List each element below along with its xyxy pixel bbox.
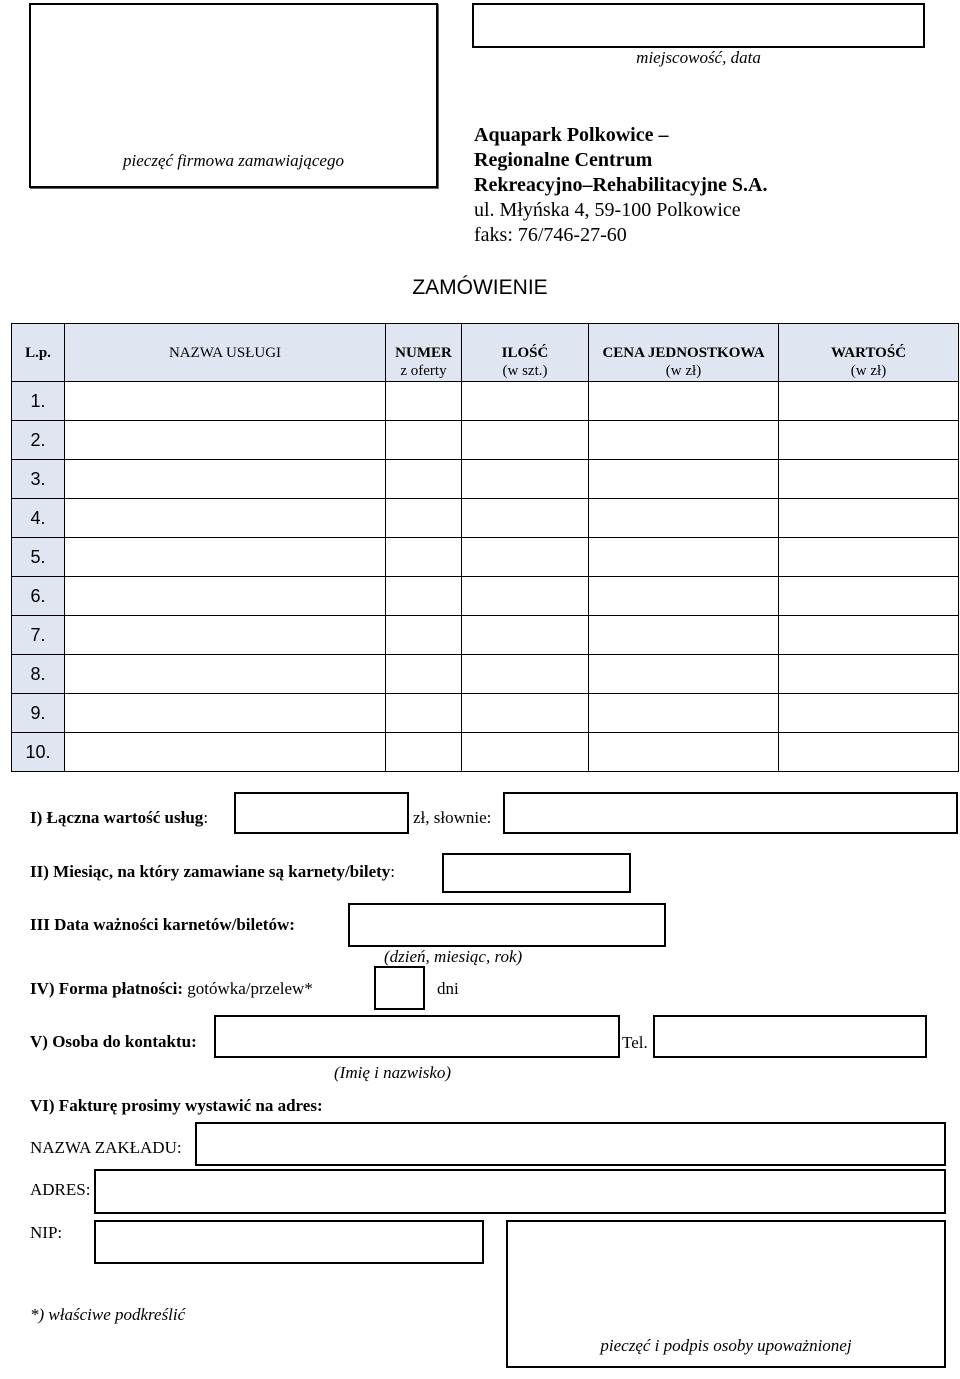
row-number: 7.: [12, 616, 65, 655]
row-number: 4.: [12, 499, 65, 538]
value-cell[interactable]: [779, 421, 959, 460]
company-stamp-label: pieczęć firmowa zamawiającego: [123, 151, 344, 170]
value-cell[interactable]: [779, 499, 959, 538]
offer-number-cell[interactable]: [386, 421, 462, 460]
nip-field[interactable]: [94, 1220, 484, 1264]
invoice-label: VI) Fakturę prosimy wystawić na adres:: [30, 1096, 323, 1115]
value-cell[interactable]: [779, 733, 959, 772]
payment-label-wrap: [30, 979, 313, 999]
value-cell[interactable]: [779, 616, 959, 655]
quantity-cell[interactable]: [462, 538, 589, 577]
contact-hint: (Imię i nazwisko): [334, 1063, 452, 1082]
validity-date-field[interactable]: [348, 903, 666, 947]
unit-price-cell[interactable]: [589, 694, 779, 733]
service-name-cell[interactable]: [65, 694, 386, 733]
payment-value: gotówka/przelew*: [187, 979, 313, 998]
offer-number-cell[interactable]: [386, 499, 462, 538]
row-number: 10.: [12, 733, 65, 772]
total-label-wrap: [30, 808, 208, 828]
validity-label: III Data ważności karnetów/biletów:: [30, 915, 295, 934]
phone-field[interactable]: [653, 1015, 927, 1058]
nip-label: NIP:: [30, 1223, 63, 1242]
month-colon: :: [390, 862, 396, 881]
validity-hint: (dzień, miesiąc, rok): [384, 947, 523, 966]
service-name-cell[interactable]: [65, 538, 386, 577]
order-table: [11, 323, 959, 772]
unit-price-cell[interactable]: [589, 577, 779, 616]
total-colon: :: [203, 808, 209, 827]
column-header-service-name: NAZWA USŁUGI: [65, 324, 386, 382]
quantity-cell[interactable]: [462, 694, 589, 733]
value-cell[interactable]: [779, 538, 959, 577]
row-number: 9.: [12, 694, 65, 733]
recipient-line-1: Aquapark Polkowice –: [474, 124, 669, 146]
total-label: I) Łączna wartość usług: [30, 808, 204, 827]
unit-price-cell[interactable]: [589, 655, 779, 694]
unit-price-cell[interactable]: [589, 616, 779, 655]
offer-number-cell[interactable]: [386, 538, 462, 577]
service-name-cell[interactable]: [65, 577, 386, 616]
offer-number-cell[interactable]: [386, 655, 462, 694]
recipient-address: [474, 123, 768, 248]
table-header-row: [12, 324, 959, 382]
service-name-cell[interactable]: [65, 460, 386, 499]
column-header-lp: L.p.: [12, 324, 65, 382]
table-row: [12, 577, 959, 616]
contact-label: V) Osoba do kontaktu:: [30, 1032, 197, 1051]
footnote: *) właściwe podkreślić: [30, 1305, 186, 1324]
table-row: [12, 499, 959, 538]
column-header-unit-price: CENA JEDNOSTKOWA (w zł): [589, 324, 779, 382]
row-number: 6.: [12, 577, 65, 616]
table-row: [12, 421, 959, 460]
table-row: [12, 616, 959, 655]
offer-number-cell[interactable]: [386, 577, 462, 616]
value-cell[interactable]: [779, 694, 959, 733]
address-label: ADRES:: [30, 1180, 91, 1199]
table-row: [12, 655, 959, 694]
unit-price-cell[interactable]: [589, 421, 779, 460]
unit-price-cell[interactable]: [589, 460, 779, 499]
row-number: 8.: [12, 655, 65, 694]
phone-label: Tel.: [622, 1033, 648, 1052]
page-title: ZAMÓWIENIE: [412, 276, 548, 299]
table-row: [12, 382, 959, 421]
service-name-cell[interactable]: [65, 382, 386, 421]
value-cell[interactable]: [779, 577, 959, 616]
quantity-cell[interactable]: [462, 499, 589, 538]
recipient-line-4: ul. Młyńska 4, 59-100 Polkowice: [474, 199, 741, 221]
unit-price-cell[interactable]: [589, 538, 779, 577]
quantity-cell[interactable]: [462, 382, 589, 421]
row-number: 2.: [12, 421, 65, 460]
service-name-cell[interactable]: [65, 499, 386, 538]
service-name-cell[interactable]: [65, 421, 386, 460]
company-name-field[interactable]: [195, 1122, 946, 1166]
total-words-label: zł, słownie:: [413, 808, 492, 827]
place-date-label: miejscowość, data: [636, 48, 761, 67]
recipient-line-5: faks: 76/746-27-60: [474, 224, 627, 246]
signature-label: pieczęć i podpis osoby upoważnionej: [600, 1336, 852, 1355]
month-label-wrap: [30, 862, 395, 882]
unit-price-cell[interactable]: [589, 382, 779, 421]
service-name-cell[interactable]: [65, 733, 386, 772]
offer-number-cell[interactable]: [386, 733, 462, 772]
column-header-offer-number: NUMER z oferty: [386, 324, 462, 382]
row-number: 5.: [12, 538, 65, 577]
offer-number-cell[interactable]: [386, 382, 462, 421]
column-header-value: WARTOŚĆ (w zł): [779, 324, 959, 382]
quantity-cell[interactable]: [462, 655, 589, 694]
month-label: II) Miesiąc, na który zamawiane są karnety/bilety: [30, 862, 391, 881]
address-field[interactable]: [94, 1169, 946, 1214]
quantity-cell[interactable]: [462, 577, 589, 616]
company-name-label: NAZWA ZAKŁADU:: [30, 1138, 182, 1157]
recipient-line-2: Regionalne Centrum: [474, 149, 653, 171]
recipient-line-3: Rekreacyjno–Rehabilitacyjne S.A.: [474, 174, 768, 196]
value-cell[interactable]: [779, 460, 959, 499]
table-row: [12, 694, 959, 733]
column-header-quantity: ILOŚĆ (w szt.): [462, 324, 589, 382]
payment-days-label: dni: [437, 979, 459, 998]
total-words-field[interactable]: [503, 792, 958, 834]
table-row: [12, 538, 959, 577]
contact-name-field[interactable]: [214, 1015, 620, 1058]
month-field[interactable]: [442, 853, 631, 893]
quantity-cell[interactable]: [462, 460, 589, 499]
quantity-cell[interactable]: [462, 733, 589, 772]
unit-price-cell[interactable]: [589, 499, 779, 538]
quantity-cell[interactable]: [462, 421, 589, 460]
offer-number-cell[interactable]: [386, 694, 462, 733]
row-number: 3.: [12, 460, 65, 499]
total-value-field[interactable]: [234, 792, 409, 834]
unit-price-cell[interactable]: [589, 733, 779, 772]
service-name-cell[interactable]: [65, 655, 386, 694]
value-cell[interactable]: [779, 655, 959, 694]
quantity-cell[interactable]: [462, 616, 589, 655]
row-number: 1.: [12, 382, 65, 421]
table-row: [12, 460, 959, 499]
payment-label: IV) Forma płatności:: [30, 979, 183, 998]
place-date-field[interactable]: [472, 3, 925, 48]
service-name-cell[interactable]: [65, 616, 386, 655]
payment-days-field[interactable]: [374, 966, 425, 1010]
table-row: [12, 733, 959, 772]
value-cell[interactable]: [779, 382, 959, 421]
offer-number-cell[interactable]: [386, 460, 462, 499]
offer-number-cell[interactable]: [386, 616, 462, 655]
